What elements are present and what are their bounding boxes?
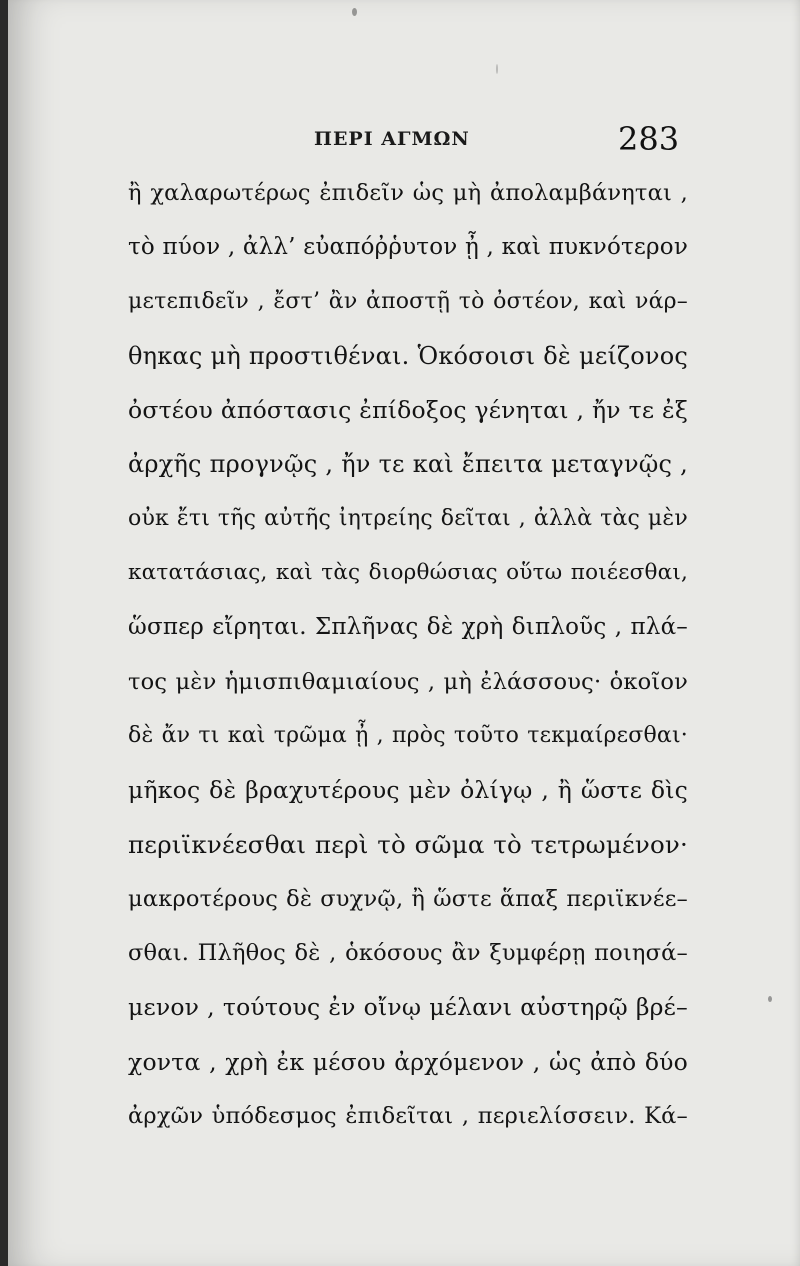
text-line: χοντα , χρὴ ἐκ μέσου ἀρχόμενον , ὡς ἀπὸ δύο	[128, 1047, 688, 1076]
text-line: ὀστέου ἀπόστασις ἐπίδοξος γένηται , ἤν τε ἐξ	[128, 396, 688, 425]
text-line: σθαι. Πλῆθος δὲ , ὁκόσους ἂν ξυμφέρῃ ποιησά–	[128, 940, 688, 967]
text-line: ἀρχῆς προγνῷς , ἤν τε καὶ ἔπειτα μεταγνῷς ,	[128, 450, 688, 479]
paper-speck	[352, 8, 357, 16]
text-line: μενον , τούτους ἐν οἴνῳ μέλανι αὐστηρῷ βρέ–	[128, 993, 688, 1022]
text-line: τὸ πύον , ἀλλ’ εὐαπόῤῥυτον ᾖ , καὶ πυκνότερον	[128, 234, 688, 261]
text-line: δὲ ἄν τι καὶ τρῶμα ᾖ , πρὸς τοῦτο τεκμαίρεσθαι·	[128, 722, 688, 748]
text-line: μακροτέρους δὲ συχνῷ, ἢ ὥστε ἅπαξ περιϊκνέε–	[128, 885, 688, 912]
page-number: 283	[618, 120, 680, 158]
text-line: περιϊκνέεσθαι περὶ τὸ σῶμα τὸ τετρωμένον·	[128, 829, 688, 859]
body-text	[128, 166, 688, 1143]
text-line: ὥσπερ εἴρηται. Σπλῆνας δὲ χρὴ διπλοῦς , πλά–	[128, 614, 688, 641]
text-line: μῆκος δὲ βραχυτέρους μὲν ὀλίγῳ , ἢ ὥστε δὶς	[128, 776, 688, 805]
text-line: ἢ χαλαρωτέρως ἐπιδεῖν ὡς μὴ ἀπολαμβάνηται ,	[128, 180, 688, 206]
paper-speck	[768, 996, 772, 1002]
text-line: τος μὲν ἡμισπιθαμιαίους , μὴ ἐλάσσους· ὁκοῖον	[128, 668, 688, 695]
text-line: οὐκ ἔτι τῆς αὐτῆς ἰητρείης δεῖται , ἀλλὰ τὰς μὲν	[128, 505, 688, 531]
text-line: θηκας μὴ προστιθέναι. Ὁκόσοισι δὲ μείζονος	[128, 341, 688, 370]
text-line: κατατάσιας, καὶ τὰς διορθώσιας οὕτω ποιέεσθαι,	[128, 560, 688, 586]
paper-speck	[496, 64, 498, 74]
text-line: ἀρχῶν ὑπόδεσμος ἐπιδεῖται , περιελίσσειν. Κά–	[128, 1103, 688, 1130]
book-page	[8, 0, 800, 1266]
running-head: ΠΕΡΙ ΑΓΜΩΝ	[314, 128, 470, 150]
page-header	[8, 122, 800, 162]
text-line: μετεπιδεῖν , ἔστ’ ἂν ἀποστῇ τὸ ὀστέον, καὶ νάρ–	[128, 288, 688, 314]
